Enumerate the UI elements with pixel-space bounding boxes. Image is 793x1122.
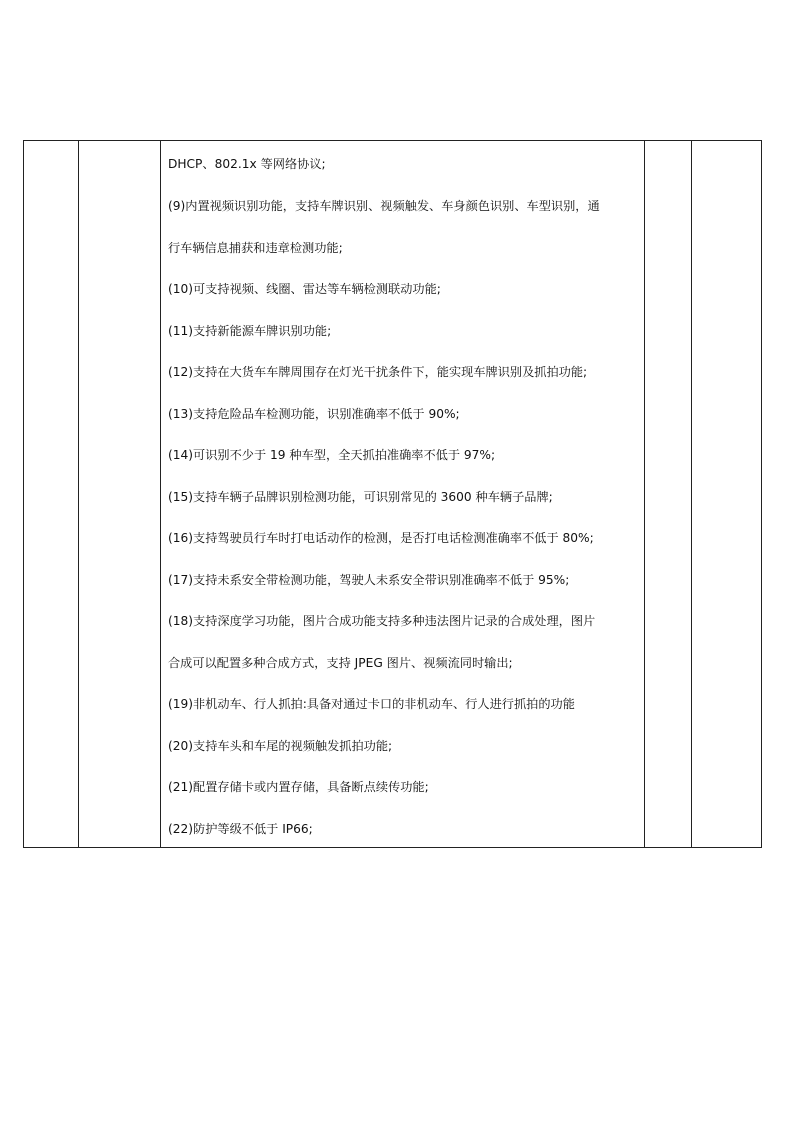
spec-table bbox=[23, 140, 762, 848]
spec-line: 合成可以配置多种合成方式，支持 JPEG 图片、视频流同时输出; bbox=[168, 656, 513, 670]
spec-line: (11)支持新能源车牌识别功能; bbox=[168, 324, 332, 338]
table-cell-item-name bbox=[79, 141, 161, 847]
spec-line: (20)支持车头和车尾的视频触发抓拍功能; bbox=[168, 739, 393, 753]
spec-line: (22)防护等级不低于 IP66; bbox=[168, 822, 313, 836]
table-cell-spec-content bbox=[161, 141, 645, 847]
spec-line: 行车辆信息捕获和违章检测功能; bbox=[168, 241, 343, 255]
spec-line: (13)支持危险品车检测功能，识别准确率不低于 90%; bbox=[168, 407, 460, 421]
spec-line: DHCP、802.1x 等网络协议; bbox=[168, 157, 326, 171]
spec-line: (9)内置视频识别功能，支持车牌识别、视频触发、车身颜色识别、车型识别，通 bbox=[168, 199, 600, 213]
spec-line: (15)支持车辆子品牌识别检测功能，可识别常见的 3600 种车辆子品牌; bbox=[168, 490, 553, 504]
spec-line: (14)可识别不少于 19 种车型，全天抓拍准确率不低于 97%; bbox=[168, 448, 496, 462]
spec-line: (17)支持未系安全带检测功能，驾驶人未系安全带识别准确率不低于 95%; bbox=[168, 573, 570, 587]
spec-line: (10)可支持视频、线圈、雷达等车辆检测联动功能; bbox=[168, 282, 441, 296]
spec-line: (16)支持驾驶员行车时打电话动作的检测，是否打电话检测准确率不低于 80%; bbox=[168, 531, 594, 545]
spec-line: (21)配置存储卡或内置存储，具备断点续传功能; bbox=[168, 780, 429, 794]
table-cell-index bbox=[24, 141, 79, 847]
spec-line: (12)支持在大货车车牌周围存在灯光干扰条件下，能实现车牌识别及抓拍功能; bbox=[168, 365, 588, 379]
spec-line: (18)支持深度学习功能，图片合成功能支持多种违法图片记录的合成处理，图片 bbox=[168, 614, 596, 628]
table-cell-remarks bbox=[692, 141, 762, 847]
spec-line: (19)非机动车、行人抓拍:具备对通过卡口的非机动车、行人进行抓拍的功能 bbox=[168, 697, 575, 711]
table-cell-quantity bbox=[645, 141, 692, 847]
